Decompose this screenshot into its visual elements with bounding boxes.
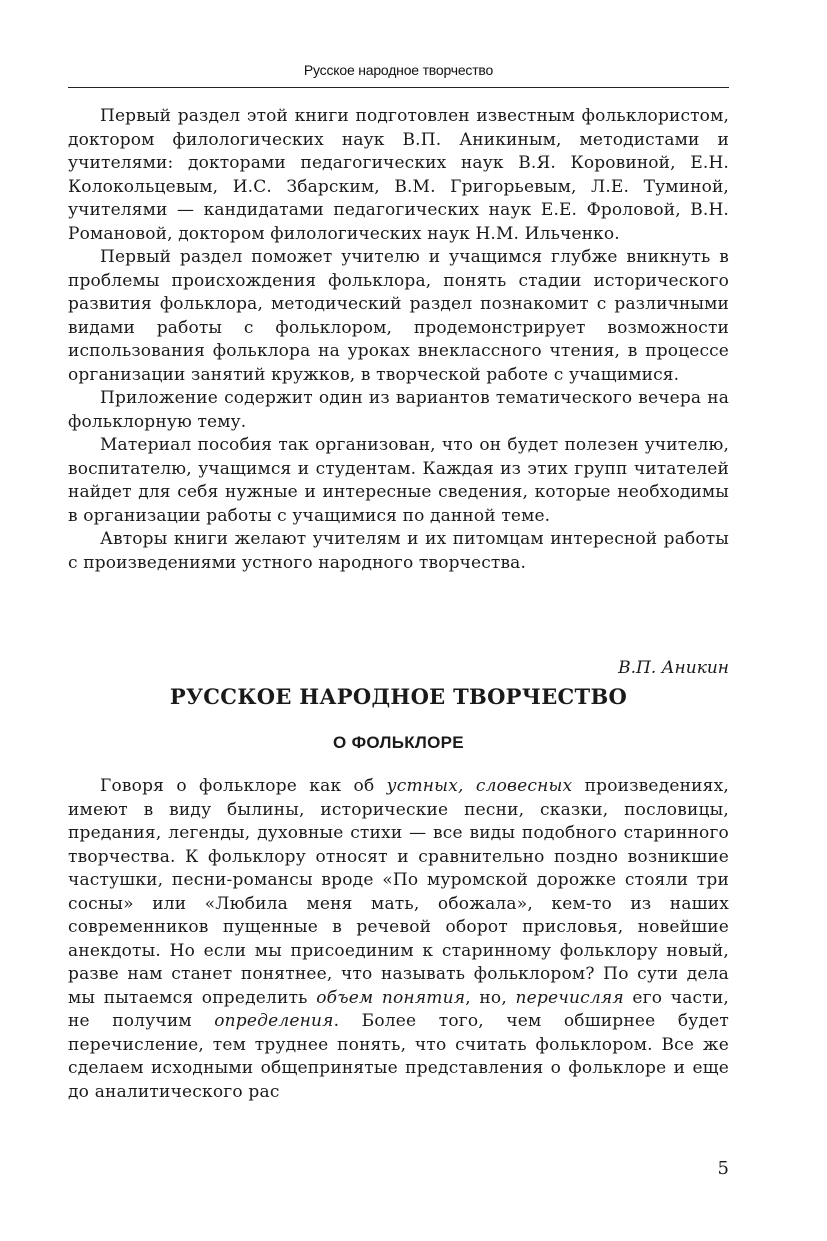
page-number: 5 — [717, 1158, 729, 1179]
intro-paragraph: Авторы книги желают учителям и их питомцам интересной работы с произведениями устного народного творчества. — [68, 529, 729, 573]
intro-paragraph: Приложение содержит один из вариантов тематического вечера на фольклорную тему. — [68, 388, 729, 432]
author-signature: В.П. Аникин — [618, 658, 729, 678]
section-title: РУССКОЕ НАРОДНОЕ ТВОРЧЕСТВО — [169, 684, 628, 709]
header-rule — [68, 87, 729, 88]
subsection-title: О ФОЛЬКЛОРЕ — [333, 733, 464, 752]
emphasis-text: устных, словесных — [386, 776, 573, 796]
emphasis-text: объем понятия — [316, 987, 466, 1008]
body-text-run: произведениях, имеют в виду былины, исторические песни, сказки, пословицы, предания, легенды, духовные стихи — все виды подобного старинного творчества. К фольклору относят и сравнительно поздно возникшие частушки, песни-романсы вроде «По муромской дорожке стояли три сосны» или «Любила меня мать, обожала», кем-то из наших современников пущенные в речевой оборот присловья, новейшие анекдоты. Но если мы присоединим к старинному фольклору новый, разве нам станет понятнее, что называть фольклором? По сути дела мы пытаемся определить — [68, 776, 729, 1008]
emphasis-text: перечисляя — [515, 987, 624, 1008]
body-text-run: . Более того, чем обширнее будет перечисление, тем труднее понять, что считать фольклором. Все же сделаем исходными общепринятые представления о фольклоре и еще до аналитического рас — [68, 1011, 729, 1102]
emphasis-text: определения — [214, 1011, 334, 1031]
body-text-run: его части, не получим — [68, 987, 729, 1031]
intro-paragraph: Материал пособия так организован, что он будет полезен учителю, воспитателю, учащимся и студентам. Каждая из этих групп читателей найдет для себя нужные и интересные сведения, которые необходимы в организации работы с учащимися по данной теме. — [68, 435, 729, 526]
body-paragraph — [68, 775, 729, 1104]
intro-paragraph: Первый раздел поможет учителю и учащимся глубже вникнуть в проблемы происхождения фольклора, понять стадии исторического развития фольклора, методический раздел познакомит с различными видами работы с фольклором, продемонстрирует возможности использования фольклора на уроках внеклассного чтения, в процессе организации занятий кружков, в творческой работе с учащимися. — [68, 247, 729, 385]
body-text — [68, 775, 729, 1104]
body-text-run: , но, — [465, 987, 516, 1008]
intro-paragraph: Первый раздел этой книги подготовлен известным фольклористом, доктором филологических наук В.П. Аникиным, методистами и учителями: докторами педагогических наук В.Я. Коровиной, Е.Н. Колокольцевым, И.С. Збарским, В.М. Григорьевым, Л.Е. Туминой, учителями — кандидатами педагогических наук Е.Е. Фроловой, В.Н. Романовой, доктором филологических наук Н.М. Ильченко. — [68, 106, 729, 244]
body-text-run: Говоря о фольклоре как об — [100, 776, 387, 796]
running-head: Русское народное творчество — [303, 62, 494, 78]
intro-text — [68, 105, 729, 575]
